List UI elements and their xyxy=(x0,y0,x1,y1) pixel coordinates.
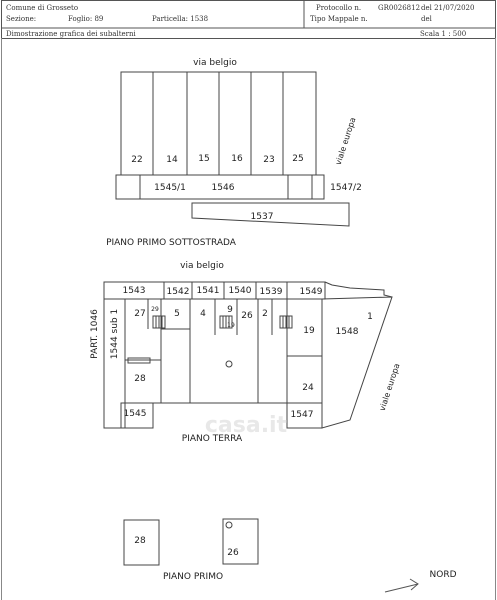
foglio-label: Foglio: 89 xyxy=(68,15,104,23)
nord-label: NORD xyxy=(429,570,457,580)
part-1542-label: 1542 xyxy=(166,287,190,297)
unit-14-label: 14 xyxy=(166,155,178,165)
part-1547-label: 1547 xyxy=(290,410,314,420)
protocollo-value: GR0026812 xyxy=(378,4,421,12)
part-1549-label: 1549 xyxy=(299,287,323,297)
unit-25-label: 25 xyxy=(292,154,304,164)
terra-top-right-edge xyxy=(325,282,392,297)
symbol-circle xyxy=(226,361,232,367)
part-1546-label: 1546 xyxy=(211,183,235,193)
part-1544-sub-1-label: 1544 sub 1 xyxy=(110,308,120,360)
symbol-circle xyxy=(226,522,232,528)
terra-side-street-label: viale europa xyxy=(377,362,402,413)
part-1545-1-label: 1545/1 xyxy=(154,183,186,193)
casa-it-watermark: casa.it xyxy=(204,413,288,438)
unit-24-label: 24 xyxy=(302,383,314,393)
unit-22-label: 22 xyxy=(131,155,143,165)
sottostrada-plan xyxy=(116,72,349,226)
unit-19-small-label: 19 xyxy=(227,322,235,329)
unit-16-label: 16 xyxy=(231,154,243,164)
part-1548-label: 1548 xyxy=(335,327,359,337)
unit-28-label: 28 xyxy=(134,374,146,384)
part-1547-2-label: 1547/2 xyxy=(330,183,362,193)
comune-label: Comune di Grosseto xyxy=(6,4,79,12)
particella-label: Particella: 1538 xyxy=(152,15,209,23)
unit-24-block xyxy=(287,356,322,403)
sottostrada-title: PIANO PRIMO SOTTOSTRADA xyxy=(106,238,236,248)
protocollo-date: del 21/07/2020 xyxy=(421,4,475,12)
unit-4-label: 4 xyxy=(200,309,206,319)
scala-label: Scala 1 : 500 xyxy=(420,30,467,38)
tipo-mappale-del: del xyxy=(421,15,432,23)
part-1537-label: 1537 xyxy=(250,212,274,222)
unit-27-label: 27 xyxy=(134,309,146,319)
unit-19-label: 19 xyxy=(303,326,315,336)
nord-arrow-icon xyxy=(385,579,418,592)
part-1540-label: 1540 xyxy=(228,286,252,296)
unit-15-label: 15 xyxy=(198,154,210,164)
tipo-mappale-label: Tipo Mappale n. xyxy=(310,15,368,23)
unit-23-label: 23 xyxy=(263,155,275,165)
unit-9-label: 9 xyxy=(227,305,233,315)
unit-26-primo-label: 26 xyxy=(227,548,239,558)
unit-1-label: 1 xyxy=(367,312,373,322)
sottostrada-street-label: via belgio xyxy=(193,58,237,68)
unit-26-label: 26 xyxy=(241,311,253,321)
unit-2-label: 2 xyxy=(262,309,268,319)
part-1046-label: PART. 1046 xyxy=(90,309,100,359)
protocollo-label: Protocollo n. xyxy=(316,4,362,12)
unit-29-label: 29 xyxy=(151,306,159,313)
terra-street-label: via belgio xyxy=(180,261,224,271)
part-1541-label: 1541 xyxy=(196,286,220,296)
primo-title: PIANO PRIMO xyxy=(162,572,224,582)
terra-plan xyxy=(104,282,392,428)
unit-5-label: 5 xyxy=(174,309,180,319)
sottostrada-side-street-label: viale europa xyxy=(333,116,358,167)
part-1539-label: 1539 xyxy=(259,287,283,297)
unit-28-primo-label: 28 xyxy=(134,536,146,546)
sezione-label: Sezione: xyxy=(6,15,37,23)
part-1543-label: 1543 xyxy=(122,286,146,296)
part-1545-label: 1545 xyxy=(123,409,147,419)
dimostrazione-label: Dimostrazione grafica dei subalterni xyxy=(6,30,136,38)
terra-title: PIANO TERRA xyxy=(181,434,243,444)
